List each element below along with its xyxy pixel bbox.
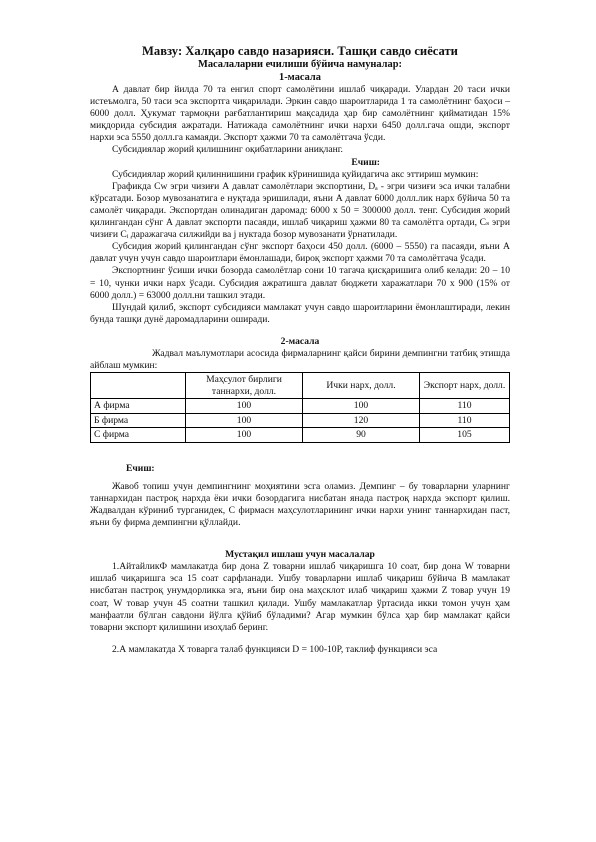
- table-header-cell: [91, 373, 186, 399]
- problem2-intro: Жадвал маълумотлари асосида фирмаларнинг қайси бирини демпингни татбиқ этишда айблаш мумкин:: [90, 347, 510, 372]
- table-cell: 100: [186, 399, 303, 414]
- problem2-answer-label: Ечиш:: [126, 462, 155, 474]
- table-cell: А фирма: [91, 399, 186, 414]
- problem1-text: А давлат бир йилда 70 та енгил спорт самолётини ишлаб чиқаради. Улардан 20 таси ички истеъмолга, 50 таси эса экспортга чиқарилади. Эркин савдо шароитларида 1 та самолётнинг баҳоси – 6000 долл. Ҳукумат тармоқни рағбатлантириш мақсадида ҳар бир самолётнинг қийматидан 15% миқдорида субсидия ажратади. Натижада самолётнинг ички нархи 6450 долл.гача ошди, экспорт нархи эса 5550 долл.га камаяди. Экспорт ҳажми 70 та самолётгача ўсди.: [90, 84, 510, 144]
- document-subtitle: Масалаларни ечилиши бўйича намуналар:: [198, 59, 402, 70]
- self-study-question-2: 2.А мамлакатда Х товарга талаб функцияси D = 100-10P, таклиф функцияси эса: [112, 643, 438, 655]
- table-cell: 110: [420, 413, 510, 428]
- table-row: [91, 399, 510, 414]
- table-cell: 110: [420, 399, 510, 414]
- problem1-answer-label: Ечиш:: [351, 156, 380, 168]
- self-study-heading: Мустақил ишлаш учун масалалар: [225, 549, 375, 561]
- table-cell: 90: [303, 428, 420, 443]
- table-cell: С фирма: [91, 428, 186, 443]
- table-row: [91, 413, 510, 428]
- table-header-row: [91, 373, 510, 399]
- problem2-answer: Жавоб топиш учун демпингнинг моҳиятини эсга оламиз. Демпинг – бу товарларни уларнинг таннархидан пастроқ нархда ёки ички бозордагига нисбатан янада пастроқ нархда экспорт қилиш. Жадвалдан кўриниб турганидек, С фирмасн маҳсулотларининг ички нархи унинг таннархидан паст, яъни бу фирма демпингни қўллайди.: [90, 480, 510, 529]
- problem1-solution-5: Шундай қилиб, экспорт субсидияси мамлакат учун савдо шароитларини ёмонлаштиради, лекин бунда ташқи дунё даромадларини оширади.: [90, 301, 510, 325]
- problem1-solution-3: Субсидия жорий қилингандан сўнг экспорт баҳоси 450 долл. (6000 – 5550) га пасаяди, яъни А давлат учун учун савдо шароитлари ёмонлашади, бироқ экспорт ҳажми 70 та самолётгача ўсади.: [90, 241, 510, 265]
- problem1-solution-1: Субсидиялар жорий қилиннишини график кўринишида қуйидагича акс эттириш мумкин:: [112, 168, 479, 180]
- problem1-solution-4: Экспортнинг ўсиши ички бозорда самолётлар сони 10 тагача қисқаришига олиб келади: 20 – 10 = 10, чунки ички нарх ўсади. Субсидия ажратишга давлат бюджети харажатлари 70 х 900 (15% от 6000 долл.) = 63000 долл.ни ташкил этади.: [90, 265, 510, 301]
- problem1-solution-2: Графикда Cw эгри чизиғи А давлат самолётлари экспортини, Dₐ - эгри чизиғи эса ички талабни кўрсатади. Бозор мувозанатига е нуқтада эришилади, яъни А давлат 6000 долл.лик нарх бўйича 50 та самолёт чиқаради. Экспортдан олинадиган даромад: 6000 х 50 = 300000 долл. тенг. Субсидия жорий қилингандан сўнг А давлат экспорти пасаяди, ишлаб чиқариш ҳажми 80 та самолётга ортади, Cₛ эгри чизиғи Cᵢ даражагача силжийди ва j нуктада бозор мувозанати ўрнатилади.: [90, 180, 510, 241]
- table-header-cell: Экспорт нарх, долл.: [420, 373, 510, 399]
- table-header-cell: Ички нарх, долл.: [303, 373, 420, 399]
- document-title: Мавзу: Халқаро савдо назарияси. Ташқи савдо сиёсати: [142, 44, 458, 58]
- problem2-heading: 2-масала: [280, 335, 320, 347]
- table-cell: 105: [420, 428, 510, 443]
- table-cell: 100: [303, 399, 420, 414]
- problem1-heading: 1-масала: [279, 71, 321, 83]
- table-row: [91, 428, 510, 443]
- self-study-question-1: 1.АйтайликФ мамлакатда бир дона Z товарни ишлаб чиқаришга 10 соат, бир дона W товарни ишлаб чиқаришга эса 15 соат сарфланади. Ушбу товарларни ишлаб чиқариш бўйича В мамлакат нисбатан пастроқ унумдорликка эга, яъни бир она маҳсклот илаб чиқариш ҳажми Z товар учун 19 соат, W товар учун 45 соатни ташкил қилади. Ушбу мамлакатлар ўртасида икки томон учун ҳам манфаатли бўлган савдони йўлга қўйиб бўладими? Агар мумкин бўлса ҳар бир мамлакат қайси товарни экспорт қилишини изоҳлаб беринг.: [90, 561, 510, 633]
- table-cell: Б фирма: [91, 413, 186, 428]
- problem1-question: Субсидиялар жорий қилишнинг оқибатларини аниқланг.: [112, 144, 343, 156]
- table-cell: 120: [303, 413, 420, 428]
- table-cell: 100: [186, 428, 303, 443]
- table-cell: 100: [186, 413, 303, 428]
- dumping-table: [90, 372, 510, 443]
- table-header-cell: Маҳсулот бирлиги таннархи, долл.: [186, 373, 303, 399]
